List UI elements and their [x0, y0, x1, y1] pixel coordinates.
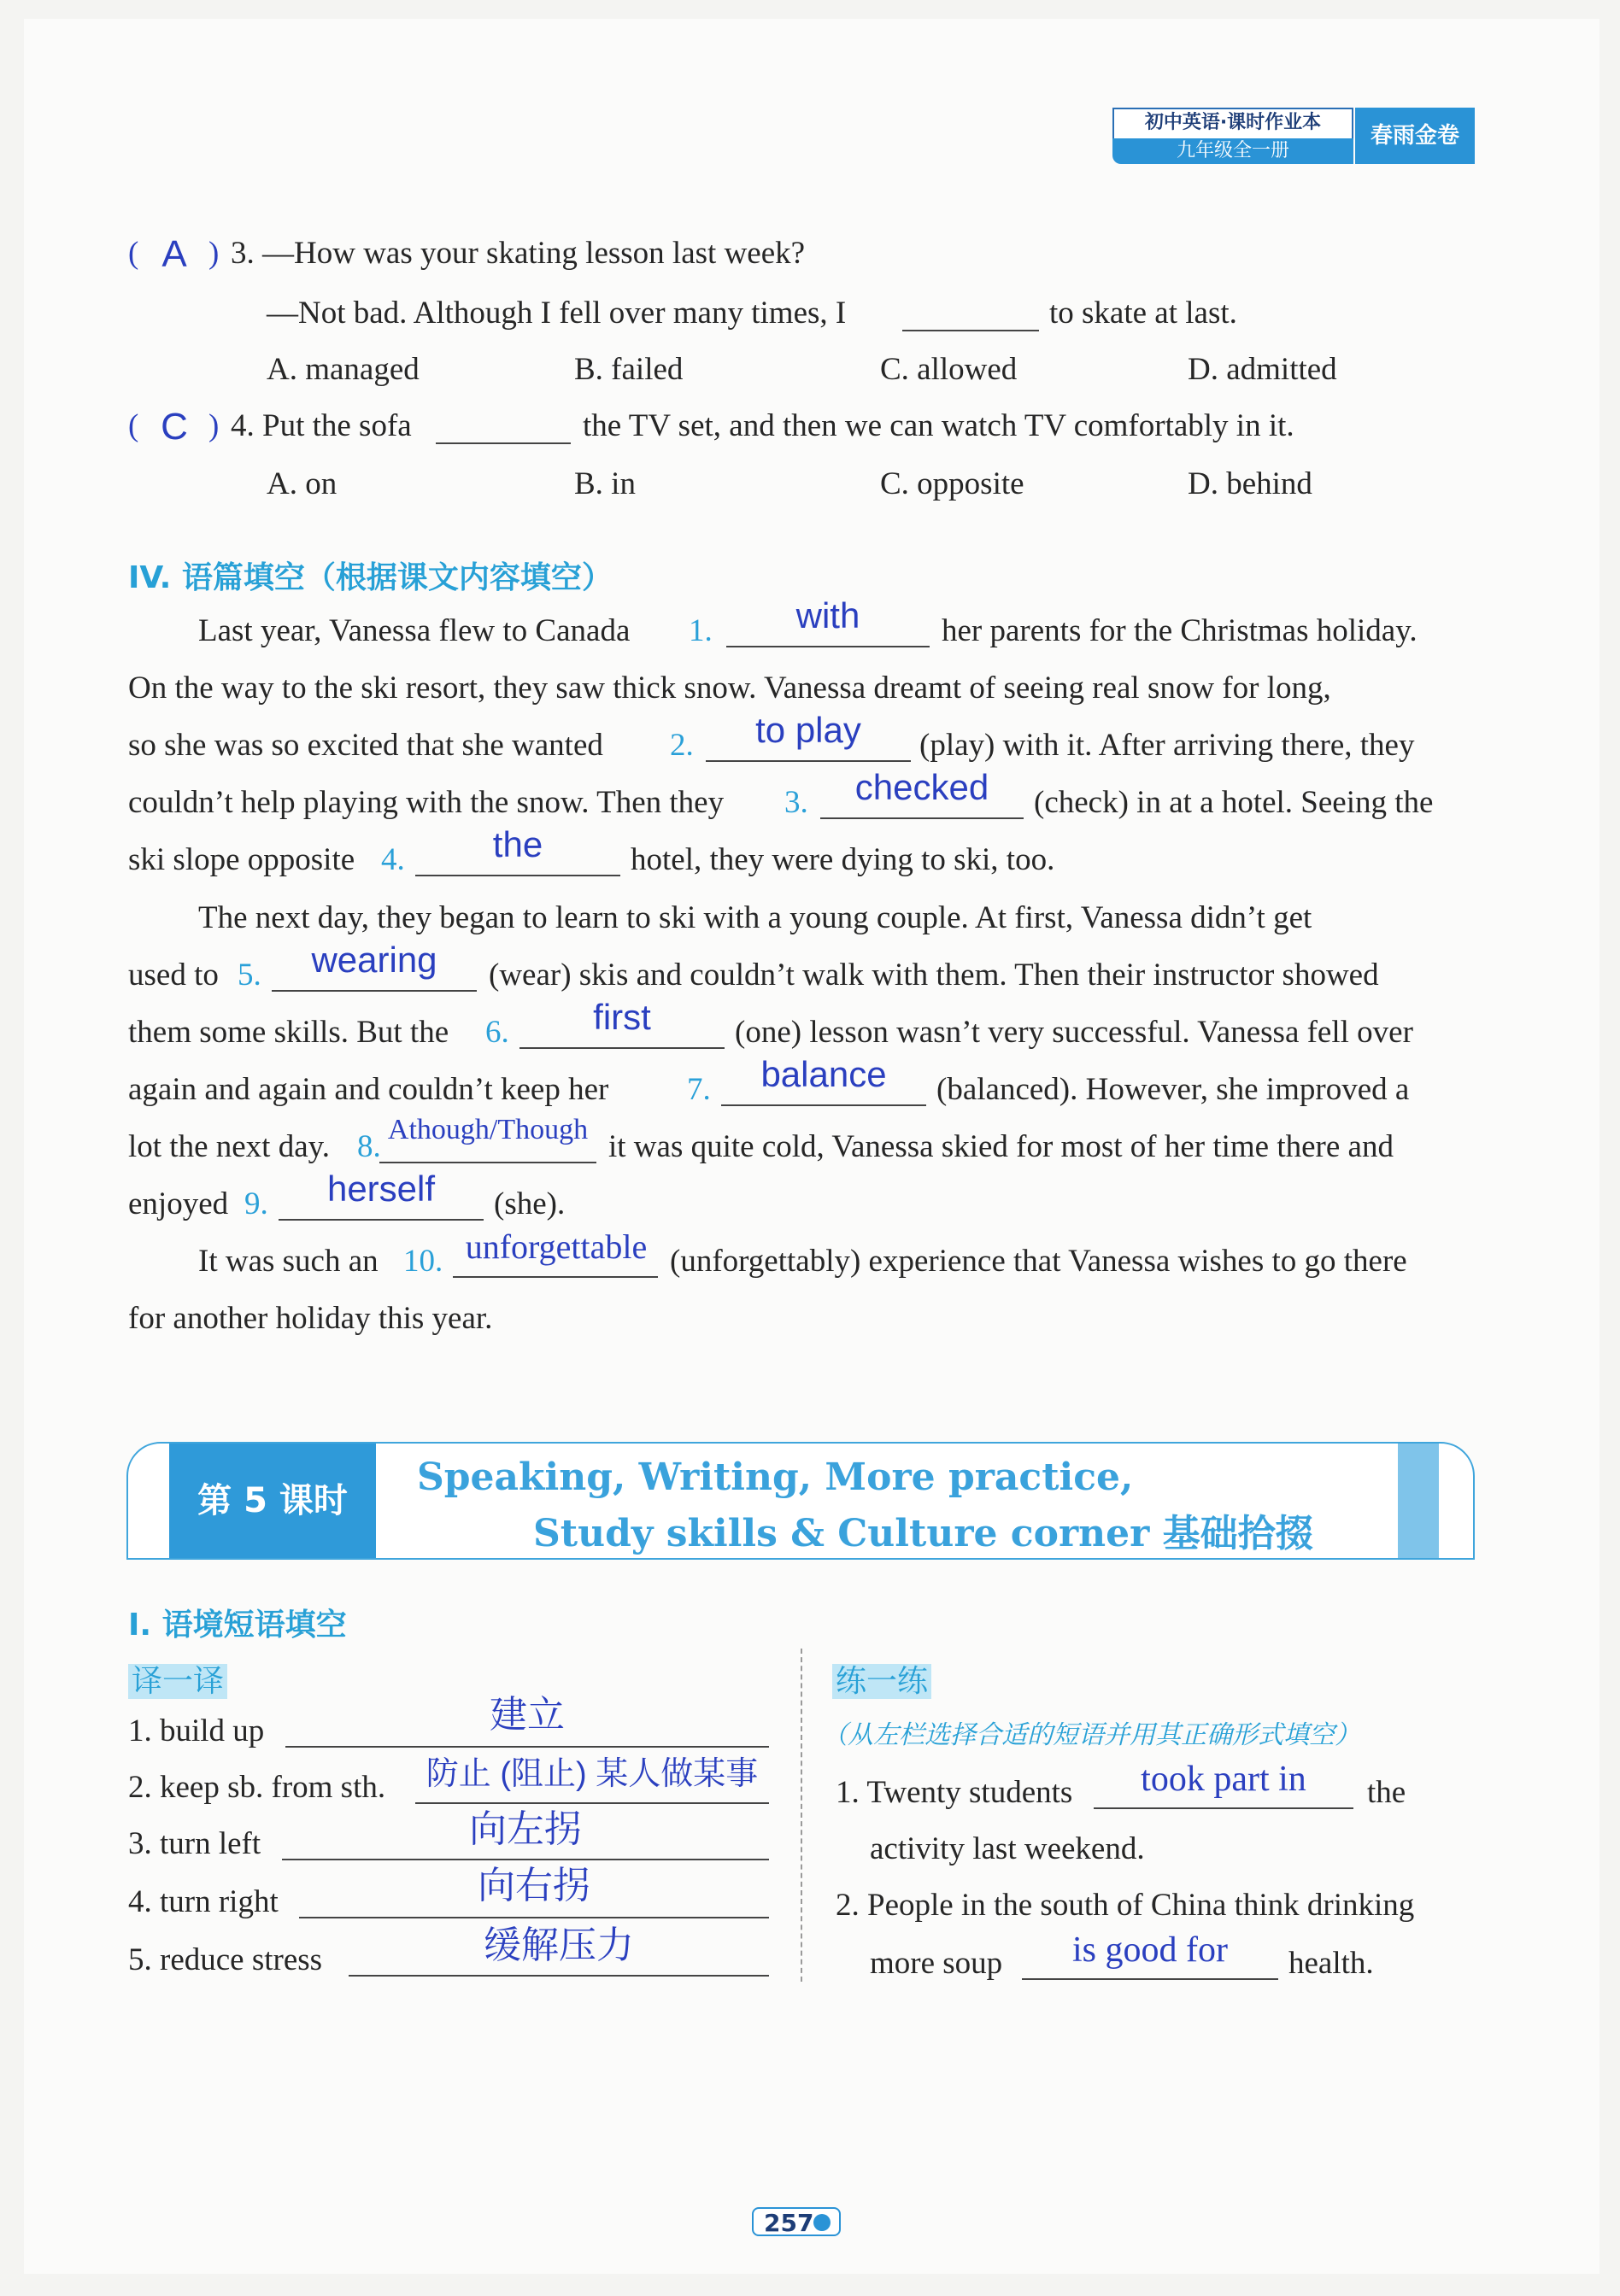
p2-line1: The next day, they began to learn to ski with a young couple. At first, Vanessa didn’t get — [198, 900, 1312, 935]
blank-num-7: 7. — [687, 1072, 711, 1107]
question-3-blank — [902, 330, 1039, 331]
practice-1-blank — [1094, 1807, 1353, 1809]
series-badge — [1112, 108, 1475, 164]
blank-1 — [726, 646, 930, 647]
blank-3 — [820, 817, 1024, 819]
phrase-3-blank — [282, 1859, 769, 1860]
option-4a: A. on — [267, 466, 338, 501]
blank-10 — [453, 1276, 658, 1278]
option-4c: C. opposite — [880, 466, 1024, 501]
section-4-title: IV. 语篇填空（根据课文内容填空） — [128, 560, 613, 595]
blank-num-9: 9. — [244, 1186, 268, 1221]
question-4-a: 4. Put the sofa — [231, 408, 412, 443]
phrase-3-answer: 向左拐 — [469, 1808, 582, 1850]
mc-answer-3: A — [161, 233, 187, 275]
phrase-2-answer: 防止 (阻止) 某人做某事 — [426, 1756, 759, 1792]
p3-line1-a: It was such an — [198, 1244, 379, 1279]
p1-line3-a: so she was so excited that she wanted — [128, 728, 603, 763]
p2-line3-b: (one) lesson wasn’t very successful. Vanessa fell over — [735, 1015, 1413, 1050]
phrase-2-blank — [415, 1802, 769, 1804]
practice-2-answer: is good for — [1072, 1930, 1228, 1970]
phrase-1-answer: 建立 — [490, 1694, 565, 1736]
phrase-4: 4. turn right — [128, 1884, 279, 1919]
p2-line4-b: (balanced). However, she improved a — [936, 1072, 1410, 1107]
right-note: （从左栏选择合适的短语并用其正确形式填空） — [822, 1720, 1360, 1750]
answer-3: checked — [854, 767, 989, 807]
p1-line3-b: (play) with it. After arriving there, they — [919, 728, 1415, 763]
answer-10: unforgettable — [465, 1227, 648, 1266]
p1-line4-b: (check) in at a hotel. Seeing the — [1034, 785, 1434, 820]
p2-line5-b: it was quite cold, Vanessa skied for most of her time there and — [608, 1129, 1394, 1164]
grade-label: 九年级全一册 — [1112, 138, 1353, 164]
blank-4 — [415, 875, 620, 876]
blank-num-1: 1. — [689, 613, 713, 648]
series-title: 初中英语·课时作业本 — [1112, 108, 1353, 140]
phrase-3: 3. turn left — [128, 1826, 261, 1861]
practice-2-b: health. — [1288, 1946, 1374, 1981]
option-4d: D. behind — [1188, 466, 1312, 501]
p1-line4-a: couldn’t help playing with the snow. Then they — [128, 785, 725, 820]
answer-1: with — [795, 595, 860, 636]
option-3c: C. allowed — [880, 352, 1018, 387]
practice-2-a: 2. People in the south of China think drinking — [836, 1888, 1415, 1923]
blank-num-3: 3. — [784, 785, 808, 820]
blank-7 — [721, 1104, 926, 1106]
answer-9: herself — [326, 1168, 436, 1209]
banner-strip — [1398, 1444, 1439, 1558]
practice-2-c: more soup — [870, 1946, 1003, 1981]
option-3b: B. failed — [574, 352, 684, 387]
phrase-4-answer: 向右拐 — [478, 1865, 590, 1906]
left-heading: 译一译 — [128, 1657, 227, 1701]
p3-line1-b: (unforgettably) experience that Vanessa wishes to go there — [670, 1244, 1407, 1279]
question-3: 3. —How was your skating lesson last week? — [231, 236, 806, 271]
p2-line5-a: lot the next day. — [128, 1129, 330, 1164]
p2-line6-a: enjoyed — [128, 1186, 229, 1221]
answer-2: to play — [755, 710, 861, 750]
answer-paren-close: ) — [208, 236, 220, 271]
answer-5: wearing — [311, 940, 437, 980]
answer-paren-open: ( — [128, 236, 139, 271]
answer-6: first — [593, 997, 651, 1037]
phrase-1-blank — [285, 1746, 769, 1748]
phrase-5: 5. reduce stress — [128, 1942, 323, 1977]
lesson-label: 第 5 课时 — [169, 1444, 376, 1558]
blank-num-6: 6. — [485, 1015, 509, 1050]
p1-line5-a: ski slope opposite — [128, 842, 355, 877]
practice-2-blank — [1022, 1978, 1278, 1980]
option-4b: B. in — [574, 466, 636, 501]
p1-line1-a: Last year, Vanessa flew to Canada — [198, 613, 631, 648]
blank-num-4: 4. — [381, 842, 405, 877]
blank-num-2: 2. — [670, 728, 694, 763]
answer-paren-open: ( — [128, 408, 139, 443]
section-1-title: I. 语境短语填空 — [128, 1608, 347, 1643]
p1-line2: On the way to the ski resort, they saw thick snow. Vanessa dreamt of seeing real snow for long, — [128, 671, 1331, 706]
blank-5 — [272, 990, 477, 992]
question-4-blank — [436, 442, 571, 444]
lesson-banner — [126, 1442, 1475, 1560]
p2-line2-b: (wear) skis and couldn’t walk with them. Then their instructor showed — [489, 958, 1379, 993]
answer-8: Athough/Though — [387, 1114, 589, 1145]
blank-6 — [519, 1047, 725, 1049]
practice-1-answer: took part in — [1141, 1760, 1306, 1799]
p1-line1-b: her parents for the Christmas holiday. — [942, 613, 1418, 648]
phrase-5-answer: 缓解压力 — [484, 1924, 634, 1966]
phrase-4-blank — [299, 1917, 769, 1918]
practice-1-a: 1. Twenty students — [836, 1775, 1073, 1810]
page-number-dot — [813, 2214, 831, 2231]
practice-1-c: activity last weekend. — [870, 1831, 1145, 1866]
question-3-reply-a: —Not bad. Although I fell over many times, I — [267, 296, 847, 331]
answer-4: the — [492, 824, 543, 864]
column-divider — [801, 1649, 802, 1982]
brand-logo: 春雨金卷 — [1355, 108, 1475, 164]
right-heading: 练一练 — [832, 1657, 931, 1701]
practice-1-b: the — [1367, 1775, 1406, 1810]
mc-answer-4: C — [161, 406, 188, 448]
page-number: 257 — [752, 2207, 841, 2236]
p2-line2-a: used to — [128, 958, 219, 993]
question-4-b: the TV set, and then we can watch TV comfortably in it. — [583, 408, 1294, 443]
phrase-1: 1. build up — [128, 1713, 265, 1748]
answer-paren-close: ) — [208, 408, 220, 443]
p2-line4-a: again and again and couldn’t keep her — [128, 1072, 609, 1107]
blank-8 — [379, 1162, 596, 1163]
blank-9 — [279, 1219, 484, 1221]
phrase-5-blank — [349, 1975, 769, 1977]
option-3d: D. admitted — [1188, 352, 1337, 387]
p2-line6-b: (she). — [494, 1186, 566, 1221]
option-3a: A. managed — [267, 352, 420, 387]
blank-num-5: 5. — [238, 958, 261, 993]
blank-2 — [706, 760, 911, 762]
blank-num-8: 8. — [357, 1129, 381, 1164]
question-3-reply-b: to skate at last. — [1049, 296, 1237, 331]
blank-num-10: 10. — [403, 1244, 443, 1279]
p3-line2: for another holiday this year. — [128, 1301, 493, 1336]
p2-line3-a: them some skills. But the — [128, 1015, 449, 1050]
phrase-2: 2. keep sb. from sth. — [128, 1770, 386, 1805]
p1-line5-b: hotel, they were dying to ski, too. — [631, 842, 1055, 877]
lesson-title-line2: Study skills & Culture corner 基础拾掇 — [533, 1512, 1313, 1555]
lesson-title-line1: Speaking, Writing, More practice, — [417, 1456, 1134, 1499]
answer-7: balance — [760, 1054, 887, 1094]
